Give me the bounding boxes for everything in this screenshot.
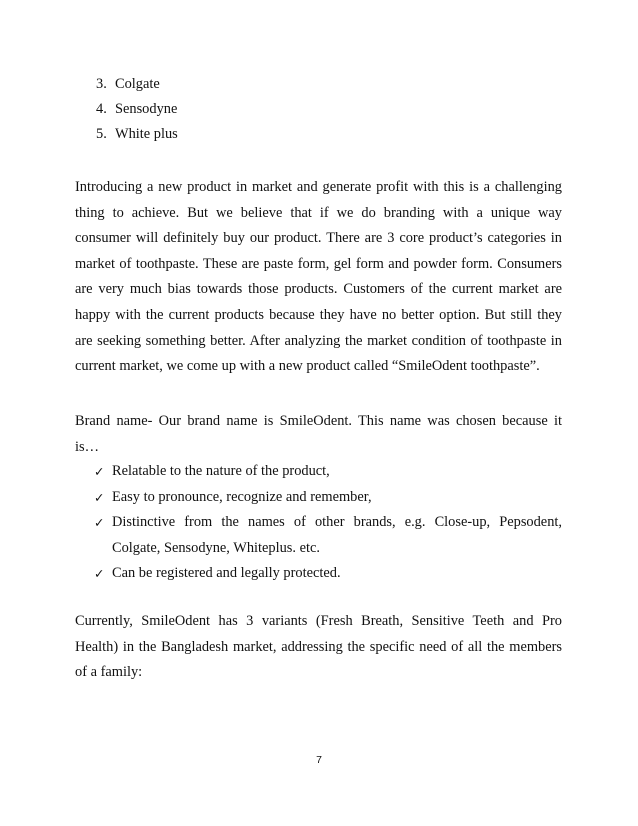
text-line: consumer will definitely buy our product. There are 3 core product’s categories in bbox=[75, 230, 562, 247]
brand-criteria-checklist bbox=[94, 459, 562, 587]
checklist-text: Easy to pronounce, recognize and remember, bbox=[112, 488, 372, 505]
checklist-item bbox=[94, 510, 562, 561]
checklist-item bbox=[94, 485, 562, 511]
intro-paragraph bbox=[75, 175, 562, 380]
text-line: of a family: bbox=[75, 664, 143, 681]
text-line: Brand name- Our brand name is SmileOdent. This name was chosen because it bbox=[75, 413, 562, 429]
text-line: are very much bias towards those products. Customers of the current market are bbox=[75, 281, 562, 298]
list-text: Colgate bbox=[115, 76, 160, 92]
text-line: happy with the current products because they have no better option. But still they bbox=[75, 306, 562, 323]
brand-numbered-list bbox=[96, 72, 178, 147]
list-number: 4. bbox=[96, 101, 107, 117]
text-line: Currently, SmileOdent has 3 variants (Fresh Breath, Sensitive Teeth and Pro bbox=[75, 613, 562, 629]
checklist-text: Relatable to the nature of the product, bbox=[112, 463, 330, 479]
text-line: thing to achieve. But we believe that if we do branding with a unique way bbox=[75, 204, 562, 221]
list-item bbox=[96, 72, 178, 97]
checklist-item bbox=[94, 459, 562, 485]
list-item bbox=[96, 97, 178, 122]
checkmark-icon: ✓ bbox=[94, 566, 105, 582]
page-number: 7 bbox=[316, 754, 322, 766]
checklist-item bbox=[94, 561, 562, 587]
text-line: Health) in the Bangladesh market, addressing the specific need of all the members bbox=[75, 638, 562, 655]
brand-name-paragraph bbox=[75, 409, 562, 460]
checklist-text: Can be registered and legally protected. bbox=[112, 565, 341, 582]
checklist-text: Distinctive from the names of other brands, e.g. Close-up, Pepsodent, bbox=[112, 514, 562, 531]
checklist-text: Colgate, Sensodyne, Whiteplus. etc. bbox=[112, 539, 320, 556]
text-line: current market, we come up with a new product called “SmileOdent toothpaste”. bbox=[75, 358, 540, 375]
text-line: Introducing a new product in market and generate profit with this is a challenging bbox=[75, 179, 562, 195]
text-line: market of toothpaste. These are paste form, gel form and powder form. Consumers bbox=[75, 255, 562, 272]
variants-paragraph bbox=[75, 609, 562, 686]
list-number: 5. bbox=[96, 126, 107, 142]
list-item bbox=[96, 122, 178, 147]
checkmark-icon: ✓ bbox=[94, 464, 105, 479]
list-text: Sensodyne bbox=[115, 101, 178, 117]
checkmark-icon: ✓ bbox=[94, 489, 105, 505]
checkmark-icon: ✓ bbox=[94, 515, 105, 531]
text-line: is… bbox=[75, 438, 99, 455]
list-text: White plus bbox=[115, 126, 178, 142]
list-number: 3. bbox=[96, 76, 107, 92]
text-line: are seeking something better. After analyzing the market condition of toothpaste in bbox=[75, 332, 562, 349]
